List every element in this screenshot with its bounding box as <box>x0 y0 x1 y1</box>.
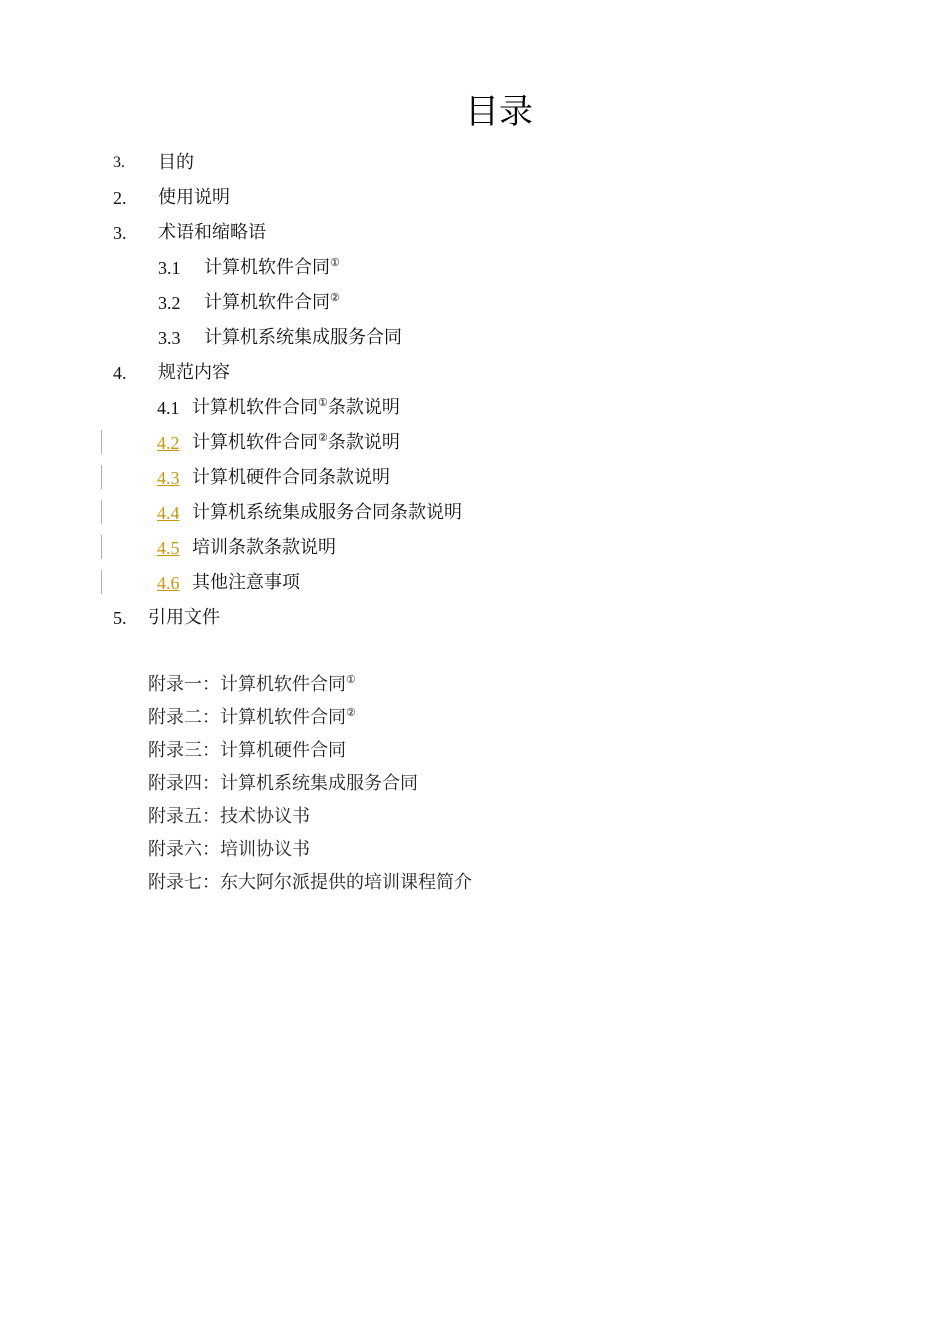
toc-entry-number-link[interactable]: 4.5 <box>157 538 180 558</box>
toc-entry-number-link[interactable]: 4.3 <box>157 468 180 488</box>
toc-entry-text: 计算机软件合同 <box>204 257 330 278</box>
toc-entry[interactable] <box>0 148 950 178</box>
circled-number-mark: ① <box>330 256 340 269</box>
toc-entry[interactable] <box>0 358 950 388</box>
toc-entry-number: 4. <box>113 363 127 383</box>
appendix-label: 附录二：计算机软件合同 <box>148 707 346 728</box>
toc-entry-number: 3. <box>113 223 127 243</box>
toc-subentry[interactable] <box>0 533 950 563</box>
toc-subentry[interactable] <box>0 323 950 353</box>
toc-entry-number: 3.3 <box>158 328 181 348</box>
circled-number-mark: ② <box>318 431 328 444</box>
appendix-label: 附录三：计算机硬件合同 <box>148 740 346 761</box>
toc-entry-label <box>192 428 400 458</box>
appendix-entry[interactable] <box>148 802 310 832</box>
toc-subentry[interactable] <box>0 428 950 458</box>
appendix-entry[interactable] <box>148 868 472 898</box>
circled-number-mark: ② <box>346 706 356 719</box>
toc-subentry[interactable] <box>0 568 950 598</box>
appendix-label: 附录五：技术协议书 <box>148 806 310 827</box>
toc-entry-label: 目的 <box>158 152 194 173</box>
appendix-label: 附录一：计算机软件合同 <box>148 674 346 695</box>
toc-entry-number: 3.1 <box>158 258 181 278</box>
toc-entry-number-link[interactable]: 4.6 <box>157 573 180 593</box>
appendix-entry[interactable] <box>148 835 310 865</box>
toc-entry-text-suffix: 条款说明 <box>327 397 400 418</box>
appendix-entry[interactable] <box>148 769 418 799</box>
toc-subentry[interactable] <box>0 393 950 423</box>
appendix-label: 附录四：计算机系统集成服务合同 <box>148 773 418 794</box>
toc-entry-number: 3. <box>113 154 125 171</box>
toc-entry-label: 规范内容 <box>158 362 230 383</box>
toc-entry-label: 计算机系统集成服务合同 <box>204 327 402 348</box>
appendix-label: 附录七：东大阿尔派提供的培训课程简介 <box>148 872 472 893</box>
toc-entry-number-link[interactable]: 4.4 <box>157 503 180 523</box>
toc-entry[interactable] <box>0 218 950 248</box>
toc-entry-label: 使用说明 <box>158 187 230 208</box>
toc-entry-number: 5. <box>113 608 127 628</box>
toc-subentry[interactable] <box>0 288 950 318</box>
toc-entry[interactable] <box>0 183 950 213</box>
appendix-entry[interactable] <box>148 703 356 733</box>
circled-number-mark: ① <box>346 673 356 686</box>
toc-entry-label <box>192 393 400 423</box>
appendix-label: 附录六：培训协议书 <box>148 839 310 860</box>
toc-entry-label: 培训条款条款说明 <box>192 537 336 558</box>
toc-entry-text: 计算机软件合同 <box>204 292 330 313</box>
toc-entry-label: 其他注意事项 <box>192 572 300 593</box>
toc-entry-text: 计算机软件合同 <box>192 432 318 453</box>
circled-number-mark: ① <box>318 396 328 409</box>
toc-entry-number: 2. <box>113 188 127 208</box>
toc-entry-text-suffix: 条款说明 <box>327 432 400 453</box>
toc-entry-text: 计算机软件合同 <box>192 397 318 418</box>
toc-entry-label: 计算机系统集成服务合同条款说明 <box>192 502 462 523</box>
appendix-entry[interactable] <box>148 736 346 766</box>
appendix-entry[interactable] <box>148 670 356 700</box>
toc-entry-label: 术语和缩略语 <box>158 222 266 243</box>
toc-entry-number: 3.2 <box>158 293 181 313</box>
toc-subentry[interactable] <box>0 253 950 283</box>
toc-entry-label: 引用文件 <box>148 607 220 628</box>
toc-entry[interactable] <box>0 603 950 633</box>
toc-entry-label <box>204 288 340 318</box>
toc-entry-number-link[interactable]: 4.2 <box>157 433 180 453</box>
toc-entry-label <box>204 253 340 283</box>
toc-entry-number: 4.1 <box>157 398 180 418</box>
circled-number-mark: ② <box>330 291 340 304</box>
toc-entry-label: 计算机硬件合同条款说明 <box>192 467 390 488</box>
toc-subentry[interactable] <box>0 463 950 493</box>
toc-title: 目录 <box>465 92 533 132</box>
toc-subentry[interactable] <box>0 498 950 528</box>
